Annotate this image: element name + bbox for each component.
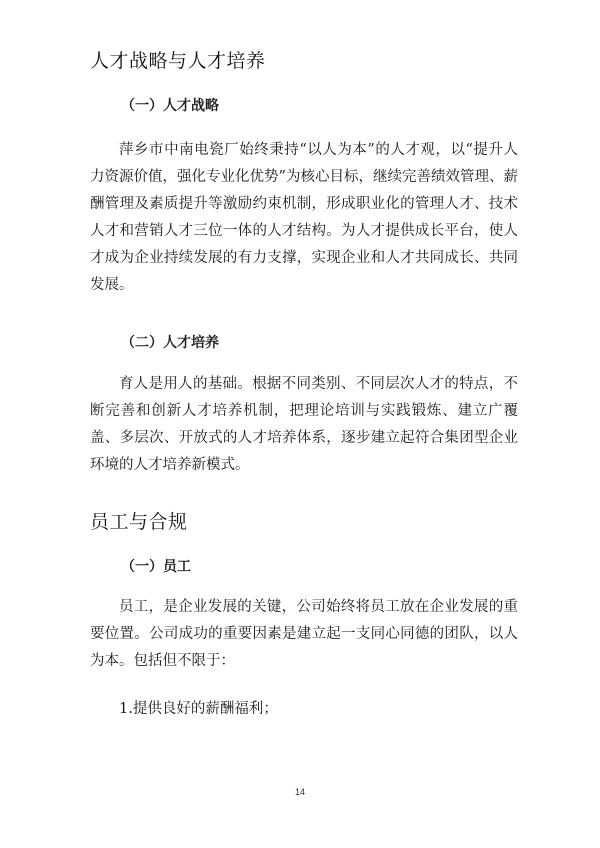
subheading-employees: （一）员工 [121,559,191,575]
subheading-talent-strategy: （一）人才战略 [121,98,219,114]
paragraph-talent-strategy-text: 萍乡市中南电瓷厂始终秉持“以人为本”的人才观，以“提升人力资源价值，强化专业化优势”为核心目标，继续完善绩效管理、薪酬管理及素质提升等激励约束机制，形成职业化的管理人才、技术人才和营销人才三位一体的人才结构。为人才提供成长平台，使人才成为企业持续发展的有力支撑，实现企业和人才共同成长、共同发展。 [90,142,518,293]
paragraph-employees-text: 员工，是企业发展的关键，公司始终将员工放在企业发展的重要位置。公司成功的重要因素是建立起一支同心同德的团队，以人为本。包括但不限于： [90,599,518,669]
section-title-talent: 人才战略与人才培养 [90,50,266,72]
page-number: 14 [294,787,305,797]
paragraph-talent-training [90,371,518,479]
subheading-talent-training: （二）人才培养 [121,335,219,351]
paragraph-talent-training-text: 育人是用人的基础。根据不同类别、不同层次人才的特点，不断完善和创新人才培养机制，把理论培训与实践锻炼、建立广覆盖、多层次、开放式的人才培养体系，逐步建立起符合集团型企业环境的人才培养新模式。 [90,376,518,473]
paragraph-employees [90,594,518,675]
paragraph-talent-strategy [90,137,518,299]
list-item: 1.提供良好的薪酬福利； [119,701,278,717]
section-title-employees: 员工与合规 [90,511,188,533]
